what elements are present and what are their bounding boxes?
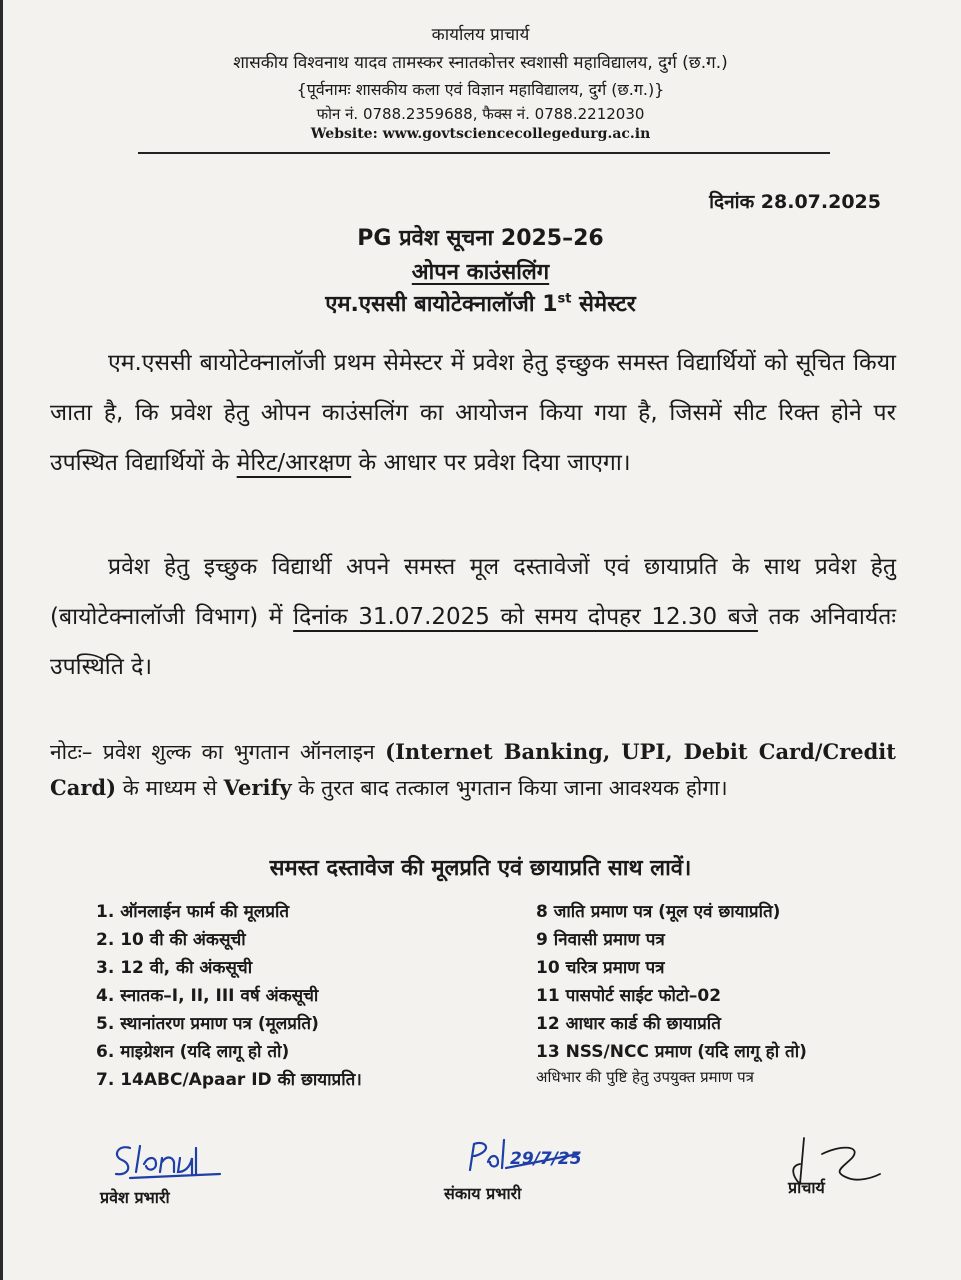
college-name: शासकीय विश्वनाथ यादव तामस्कर स्नातकोत्तर स्वशासी महाविद्यालय, दुर्ग (छ.ग.) (233, 53, 728, 73)
payment-note: नोटः– प्रवेश शुल्क का भुगतान ऑनलाइन (Internet Banking, UPI, Debit Card/Credit Card) के माध्यम से Verify के तुरत बाद तत्काल भुगतान किया जाना आवश्यक होगा। (50, 739, 896, 800)
notice-date: दिनांक 28.07.2025 (709, 191, 881, 213)
documents-list-right (536, 898, 807, 1088)
list-item: 4. स्नातक–I, II, III वर्ष अंकसूची (96, 986, 319, 1006)
principal-signature (782, 1134, 892, 1198)
list-item: 5. स्थानांतरण प्रमाण पत्र (मूलप्रति) (96, 1014, 319, 1034)
handwritten-signature-icon (440, 1132, 600, 1184)
handwritten-signature-icon (100, 1138, 240, 1184)
list-item: 9 निवासी प्रमाण पत्र (536, 930, 665, 950)
documents-title: समस्त दस्तावेज की मूलप्रति एवं छायाप्रति साथ लावें। (269, 856, 692, 881)
admission-incharge-signature (100, 1138, 240, 1208)
list-item: 6. माइग्रेशन (यदि लागू हो तो) (96, 1042, 290, 1062)
list-item-note: अधिभार की पुष्टि हेतु उपयुक्त प्रमाण पत्र (536, 1068, 754, 1086)
list-item: 11 पासपोर्ट साईट फोटो–02 (536, 986, 722, 1006)
list-item: 7. 14ABC/Apaar ID की छायाप्रति। (96, 1070, 362, 1090)
website-line: Website: www.govtsciencecollegedurg.ac.in (310, 126, 651, 142)
page-edge (0, 0, 3, 1280)
notice-title: PG प्रवेश सूचना 2025–26 (357, 226, 604, 251)
faculty-incharge-signature (440, 1132, 600, 1204)
open-counselling-heading: ओपन काउंसलिंग (411, 260, 550, 285)
list-item: 1. ऑनलाईन फार्म की मूलप्रति (96, 902, 290, 922)
list-item: 3. 12 वी, की अंकसूची (96, 958, 253, 978)
former-name: {पूर्वनामः शासकीय कला एवं विज्ञान महाविद्यालय, दुर्ग (छ.ग.)} (296, 80, 665, 99)
header-divider (138, 152, 830, 154)
faculty-incharge-label: संकाय प्रभारी (444, 1184, 522, 1203)
merit-reservation: मेरिट/आरक्षण (236, 450, 352, 476)
course-heading: एम.एससी बायोटेक्नालॉजी 1st सेमेस्टर (325, 291, 636, 317)
list-item: 13 NSS/NCC प्रमाण (यदि लागू हो तो) (536, 1042, 807, 1062)
principal-label: प्राचार्य (788, 1178, 825, 1197)
handwritten-date: 29/7/25 (510, 1149, 582, 1169)
paragraph-2: प्रवेश हेतु इच्छुक विद्यार्थी अपने समस्त मूल दस्तावेजों एवं छायाप्रति के साथ प्रवेश हेतु (बायोटेक्नालॉजी विभाग) में दिनांक 31.07.2025 को समय दोपहर 12.30 बजे तक अनिवार्यतः उपस्थिति दे। (50, 554, 896, 680)
documents-list-left (96, 898, 362, 1094)
list-item: 2. 10 वी की अंकसूची (96, 930, 246, 950)
list-item: 8 जाति प्रमाण पत्र (मूल एवं छायाप्रति) (536, 902, 781, 922)
notice-subtitle (0, 256, 961, 286)
reporting-datetime: दिनांक 31.07.2025 को समय दोपहर 12.30 बजे (293, 604, 758, 630)
admission-incharge-label: प्रवेश प्रभारी (100, 1188, 170, 1207)
list-item: 10 चरित्र प्रमाण पत्र (536, 958, 665, 978)
paragraph-1: एम.एससी बायोटेक्नालॉजी प्रथम सेमेस्टर में प्रवेश हेतु इच्छुक समस्त विद्यार्थियों को सूचित किया जाता है, कि प्रवेश हेतु ओपन काउंसलिंग का आयोजन किया गया है, जिसमें सीट रिक्त होने पर उपस्थित विद्यार्थियों के मेरिट/आरक्षण के आधार पर प्रवेश दिया जाएगा। (50, 350, 896, 476)
contact-line: फोन नं. 0788.2359688, फैक्स नं. 0788.2212030 (316, 105, 645, 123)
list-item: 12 आधार कार्ड की छायाप्रति (536, 1014, 721, 1034)
office-heading: कार्यालय प्राचार्य (431, 25, 530, 45)
